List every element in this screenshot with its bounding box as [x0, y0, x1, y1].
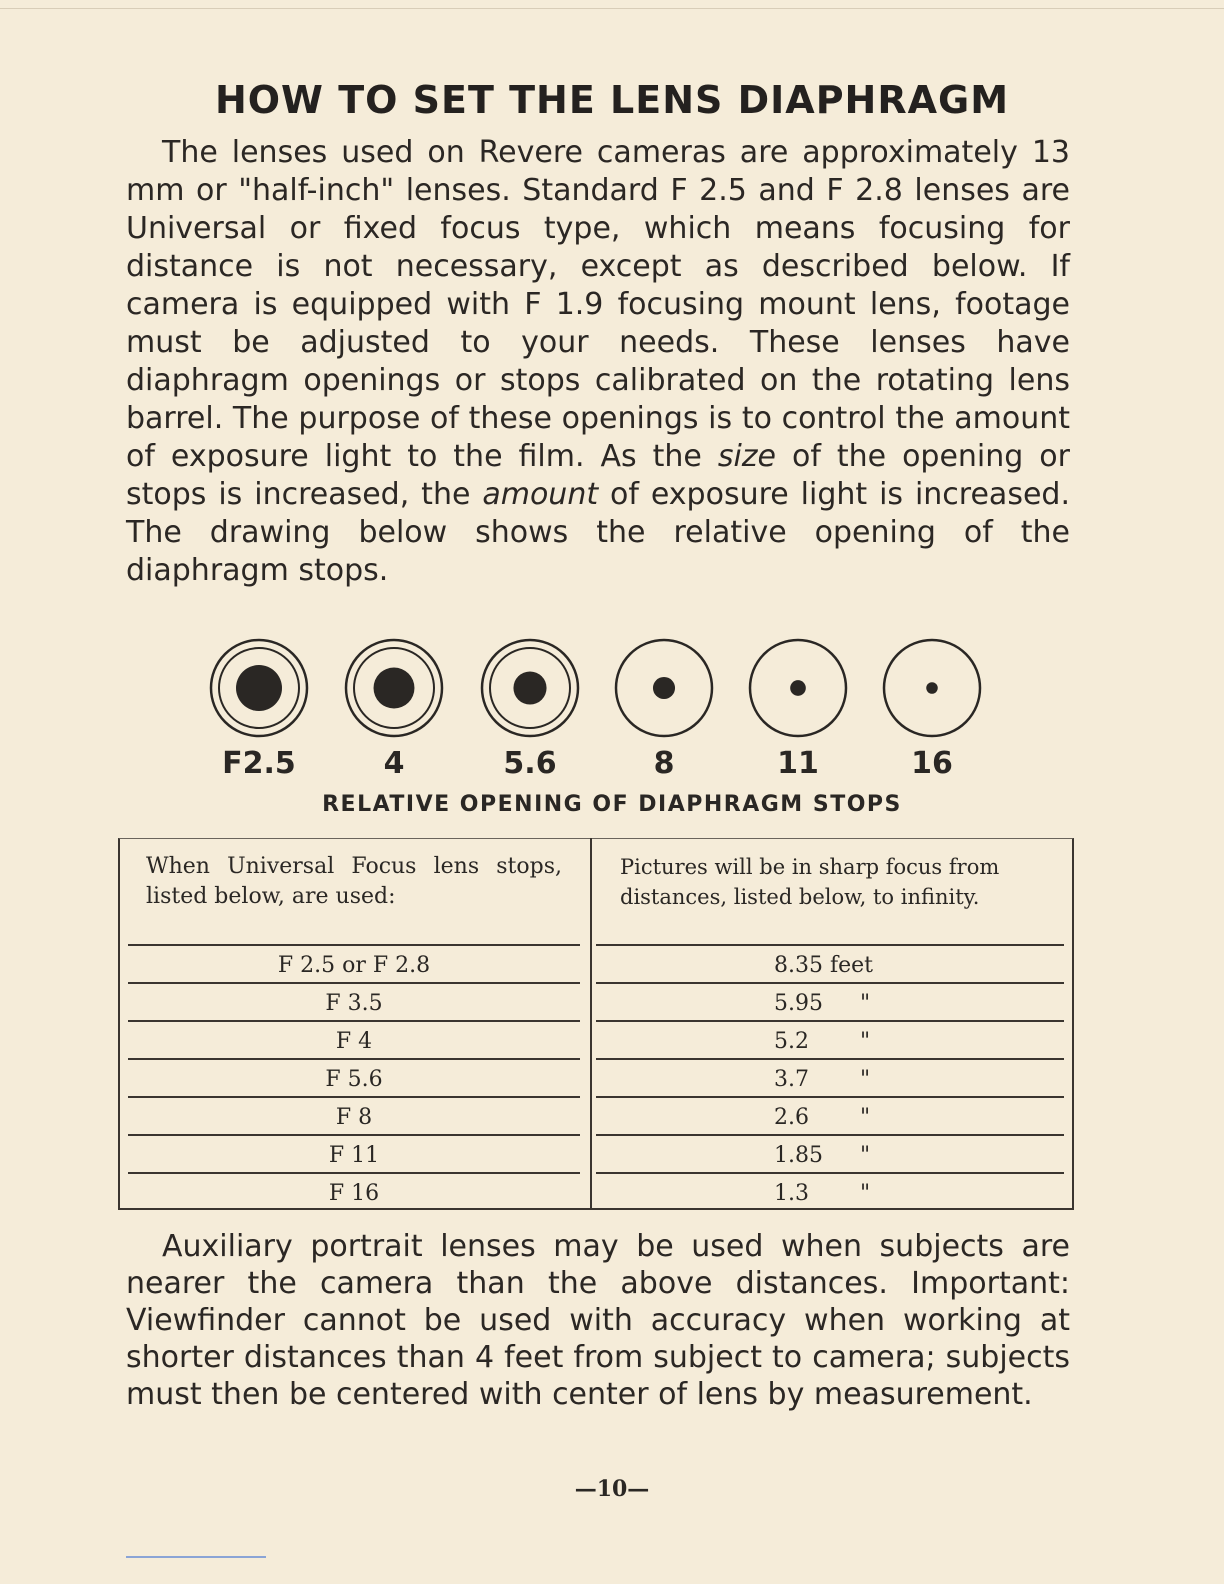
table-rule — [128, 1172, 580, 1174]
table-cell-stop: F 3.5 — [325, 991, 383, 1016]
stop-label: 4 — [383, 746, 405, 781]
table-column-divider — [590, 838, 592, 1210]
stops-caption: RELATIVE OPENING OF DIAPHRAGM STOPS — [322, 792, 902, 817]
table-rule — [128, 1096, 580, 1098]
stop-opening-dot — [926, 682, 938, 694]
intro-paragraph — [126, 134, 1070, 590]
table-rule — [596, 1172, 1064, 1174]
stop-opening-dot — [236, 665, 282, 711]
closing-text: Auxiliary portrait lenses may be used when subjects are nearer the camera than the above distances. Important: Viewfinder cannot be used with accuracy when working at shorter distances than 4 feet from subject to camera; subjects must then be centered with center of lens by measurement. — [126, 1229, 1070, 1412]
intro-text-2: of the opening or stops is increased, the — [126, 439, 1070, 512]
intro-text-3: of exposure light is increased. The drawing below shows the relative opening of the diaphragm stops. — [126, 477, 1070, 588]
stop-inner-ring — [490, 648, 570, 728]
top-edge-line — [0, 8, 1224, 9]
table-cell-distance: 1.3 — [774, 1181, 809, 1206]
stop-ring — [750, 640, 846, 736]
table-cell-ditto: " — [860, 991, 871, 1016]
table-cell-stop: F 8 — [335, 1105, 373, 1130]
table-rule — [596, 1020, 1064, 1022]
page-title: HOW TO SET THE LENS DIAPHRAGM — [214, 78, 1010, 122]
stop-opening-dot — [790, 680, 806, 696]
stop-label: 8 — [653, 746, 675, 781]
stop-opening-dot — [374, 668, 415, 709]
intro-amount-word: amount — [482, 477, 599, 512]
stop-ring — [211, 640, 307, 736]
table-rule — [596, 1096, 1064, 1098]
table-cell-distance: 8.35 feet — [774, 953, 873, 978]
table-cell-distance: 5.2 — [774, 1029, 809, 1054]
table-header-left: When Universal Focus lens stops, listed below, are used: — [146, 854, 562, 909]
table-header-right: Pictures will be in sharp focus from distances, listed below, to infinity. — [620, 855, 1000, 909]
stop-opening-dot — [653, 677, 675, 699]
table-cell-stop: F 5.6 — [325, 1067, 383, 1092]
table-cell-ditto: " — [860, 1143, 871, 1168]
table-cell-distance: 5.95 — [774, 991, 823, 1016]
stop-inner-ring — [219, 648, 299, 728]
table-cell-distance: 1.85 — [774, 1143, 823, 1168]
stop-ring — [482, 640, 578, 736]
stop-ring — [346, 640, 442, 736]
intro-text-1: The lenses used on Revere cameras are approximately 13 mm or "half-inch" lenses. Standard F 2.5 and F 2.8 lenses are Universal or fixed focus type, which means focusing for distance is not necessary, except as described below. If camera is equipped with F 1.9 focusing mount lens, footage must be adjusted to your needs. These lenses have diaphragm openings or stops calibrated on the rotating lens barrel. The purpose of these openings is to control the amount of exposure light to the film. As the — [126, 135, 1070, 474]
stop-label: 5.6 — [503, 746, 557, 781]
table-rule — [128, 944, 580, 946]
table-rule — [128, 1134, 580, 1136]
stop-ring — [884, 640, 980, 736]
table-rule — [596, 982, 1064, 984]
table-rule — [128, 982, 580, 984]
stop-opening-dot — [513, 671, 546, 704]
closing-paragraph — [126, 1228, 1070, 1413]
stop-label: 16 — [911, 746, 953, 781]
page-number: —10— — [574, 1476, 650, 1502]
table-cell-ditto: " — [860, 1029, 871, 1054]
table-cell-ditto: " — [860, 1105, 871, 1130]
stop-label: 11 — [777, 746, 819, 781]
table-cell-distance: 2.6 — [774, 1105, 809, 1130]
table-rule — [596, 1058, 1064, 1060]
table-cell-stop: F 11 — [328, 1143, 380, 1168]
stop-inner-ring — [354, 648, 434, 728]
table-rule — [128, 1058, 580, 1060]
intro-size-word: size — [717, 439, 776, 474]
stop-ring — [616, 640, 712, 736]
table-cell-stop: F 2.5 or F 2.8 — [277, 953, 431, 978]
table-cell-ditto: " — [860, 1181, 871, 1206]
table-cell-stop: F 16 — [328, 1181, 380, 1206]
table-rule — [596, 944, 1064, 946]
table-rule — [128, 1020, 580, 1022]
table-rule — [596, 1134, 1064, 1136]
stop-label: F2.5 — [222, 746, 296, 781]
table-cell-stop: F 4 — [335, 1029, 373, 1054]
blue-pencil-mark — [126, 1556, 266, 1558]
table-cell-ditto: " — [860, 1067, 871, 1092]
table-cell-distance: 3.7 — [774, 1067, 809, 1092]
